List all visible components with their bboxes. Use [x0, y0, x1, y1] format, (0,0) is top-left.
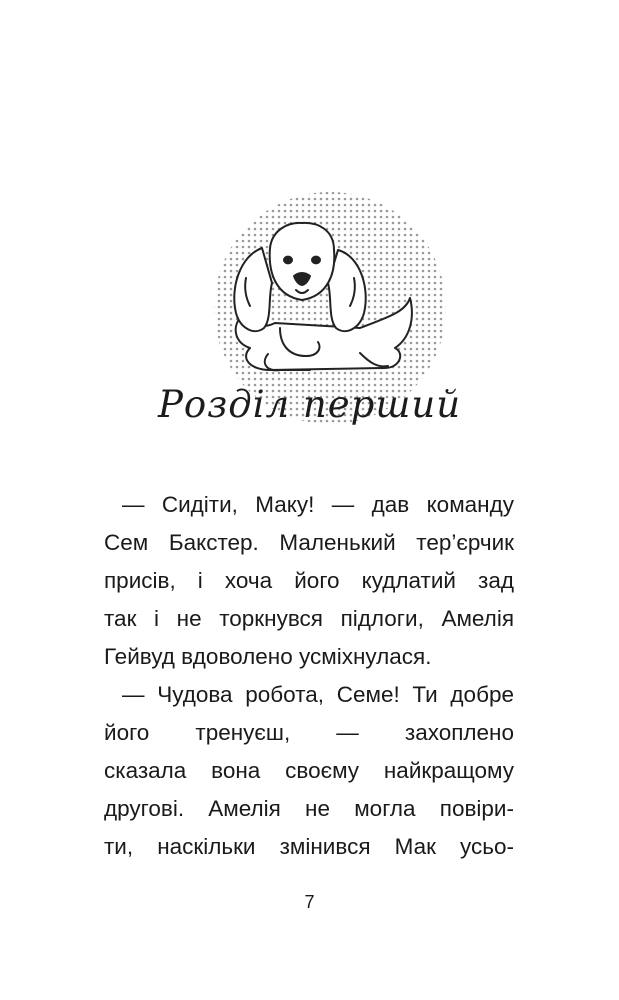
text-line: Гейвуд вдоволено усміхнулася.	[104, 644, 432, 669]
text-line: другові. Амелія не могла повіри-	[104, 796, 514, 821]
chapter-title: Розділ перший	[157, 383, 462, 426]
text-line: його тренуєш, — захоплено	[104, 720, 514, 745]
text-line: присів, і хоча його кудлатий зад	[104, 568, 514, 593]
chapter-body-text	[104, 486, 514, 866]
text-line: так і не торкнувся підлоги, Амелія	[104, 606, 514, 631]
text-line: сказала вона своєму найкращому	[104, 758, 514, 783]
text-line: — Чудова робота, Семе! Ти добре	[122, 682, 514, 707]
page-number: 7	[304, 892, 315, 912]
text-line: Сем Бакстер. Маленький тер’єрчик	[104, 530, 514, 555]
text-line: — Сидіти, Маку! — дав команду	[122, 492, 514, 517]
text-line: ти, наскільки змінився Мак усьо-	[104, 834, 514, 859]
